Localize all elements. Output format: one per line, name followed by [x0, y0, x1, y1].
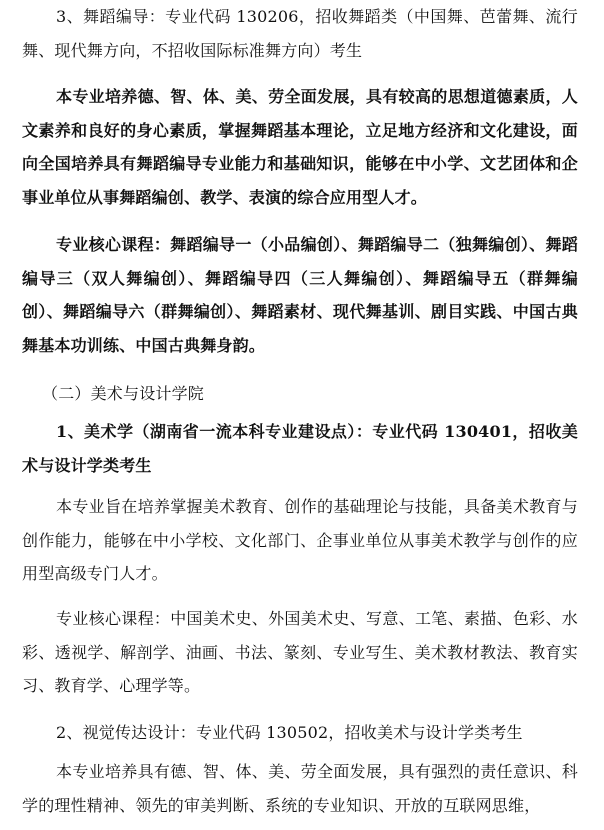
paragraph-fine-arts-goal: 本专业旨在培养掌握美术教育、创作的基础理论与技能，具备美术教育与创作能力，能够在中小学校、文化部门、企事业单位从事美术教学与创作的应用型高级专门人才。: [22, 497, 578, 583]
paragraph-fine-arts-major: 1、美术学（湖南省一流本科专业建设点）：专业代码 130401，招收美术与设计学类考生: [22, 422, 578, 475]
paragraph-visual-communication-major: 2、视觉传达设计：专业代码 130502，招收美术与设计学类考生: [56, 723, 523, 742]
paragraph-dance-choreography-goal: 本专业培养德、智、体、美、劳全面发展，具有较高的思想道德素质，人文素养和良好的身心素质，掌握舞蹈基本理论，立足地方经济和文化建设，面向全国培养具有舞蹈编导专业能力和基础知识，能够在中小学、文艺团体和企事业单位从事舞蹈编创、教学、表演的综合应用型人才。: [22, 87, 578, 207]
paragraph-dance-choreography-major: 3、舞蹈编导：专业代码 130206，招收舞蹈类（中国舞、芭蕾舞、流行舞、现代舞方向，不招收国际标准舞方向）考生: [22, 7, 578, 60]
paragraph-visual-communication-goal: 本专业培养具有德、智、体、美、劳全面发展，具有强烈的责任意识、科学的理性精神、领先的审美判断、系统的专业知识、开放的互联网思维，: [22, 762, 578, 815]
paragraph-dance-choreography-courses: 专业核心课程：舞蹈编导一（小品编创）、舞蹈编导二（独舞编创）、舞蹈编导三（双人舞编创）、舞蹈编导四（三人舞编创）、舞蹈编导五（群舞编创）、舞蹈编导六（群舞编创）、舞蹈素材、现代舞基训、剧目实践、中国古典舞基本功训练、中国古典舞身韵。: [22, 235, 578, 355]
paragraph-fine-arts-courses: 专业核心课程：中国美术史、外国美术史、写意、工笔、素描、色彩、水彩、透视学、解剖学、油画、书法、篆刻、专业写生、美术教材教法、教育实习、教育学、心理学等。: [22, 609, 578, 695]
section-heading-art-design-college: （二）美术与设计学院: [42, 384, 205, 403]
